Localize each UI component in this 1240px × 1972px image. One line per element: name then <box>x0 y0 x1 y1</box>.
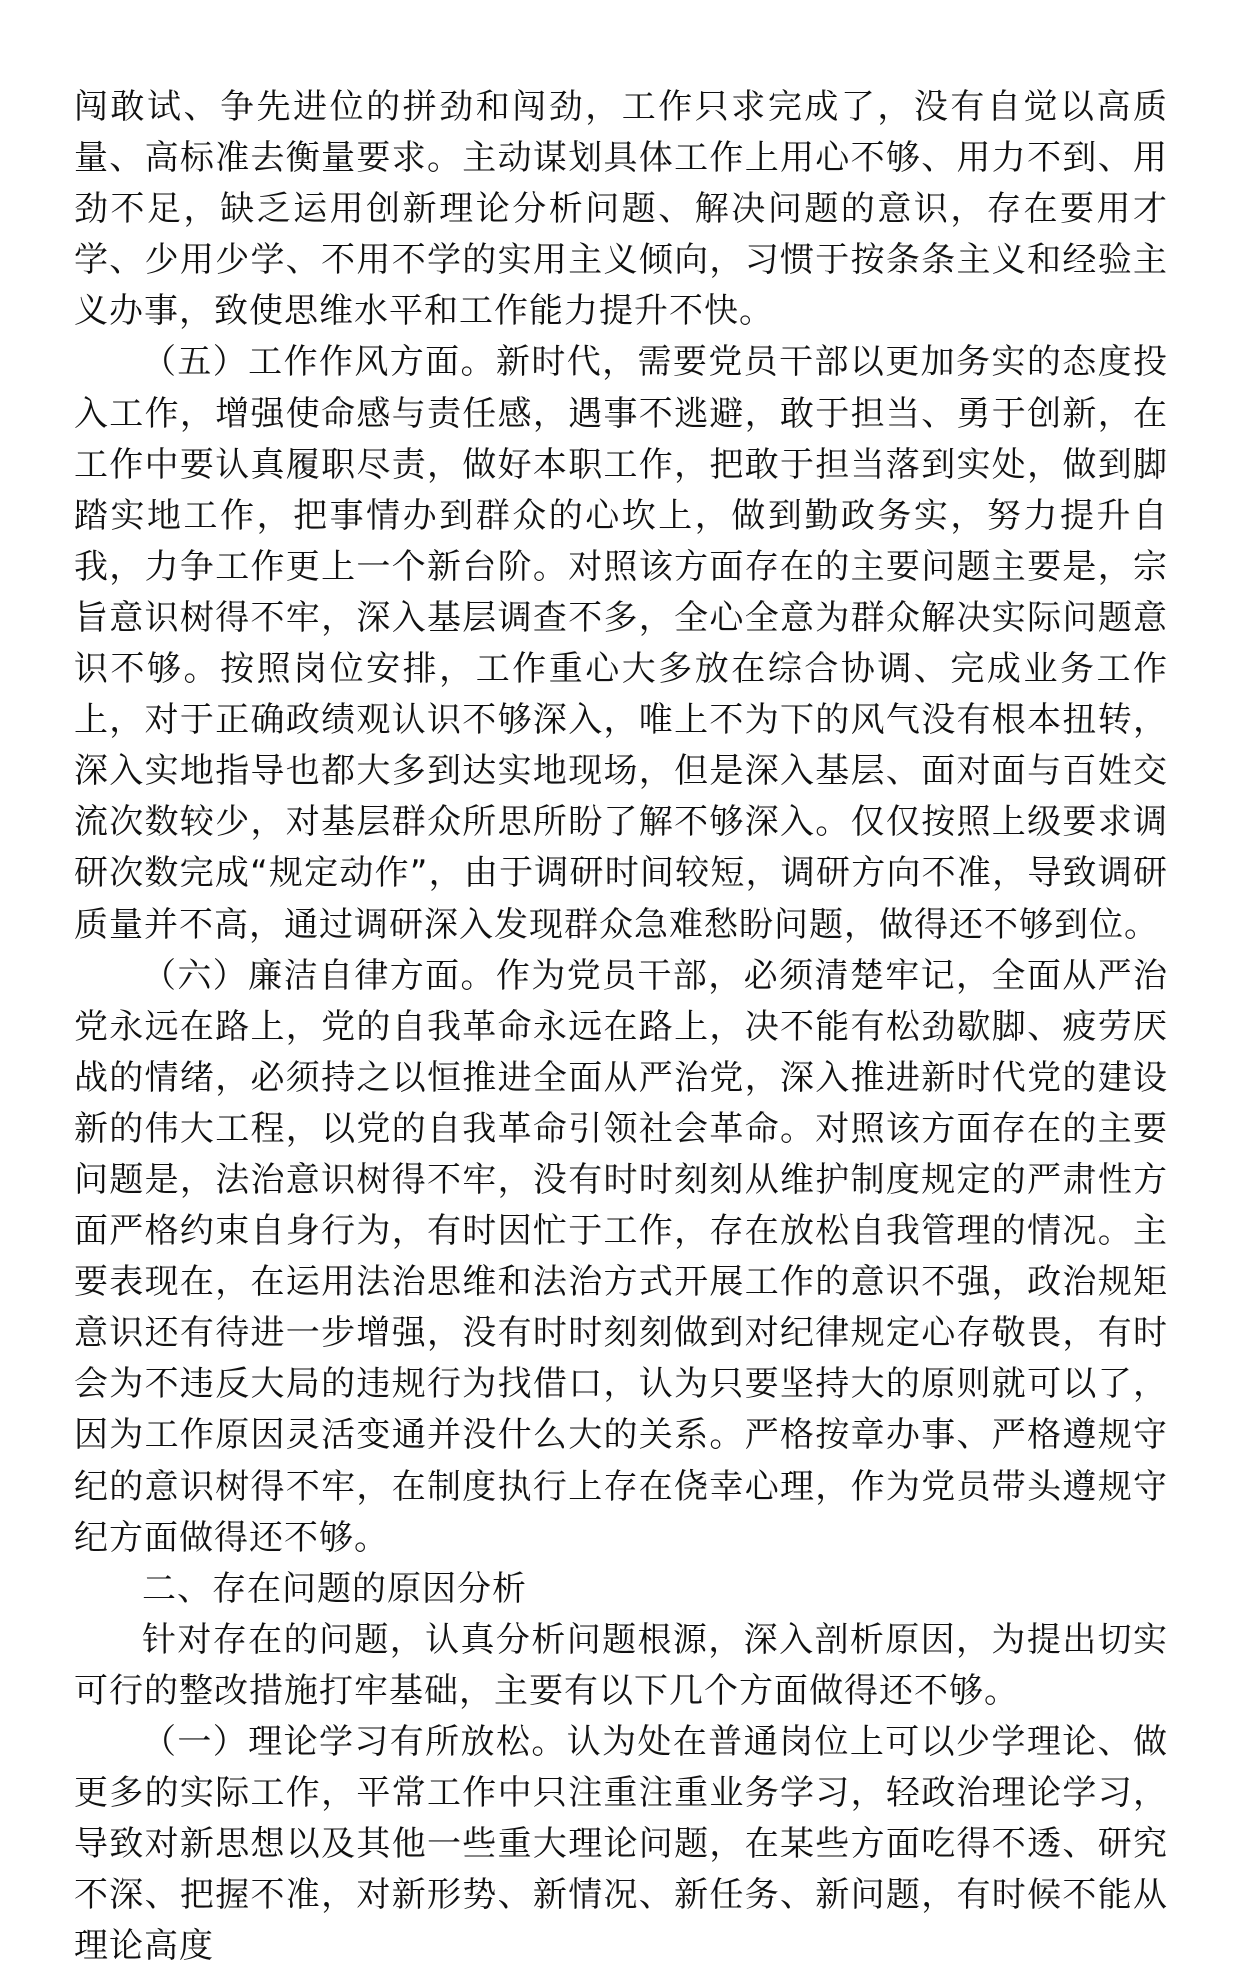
paragraph-integrity: （六）廉洁自律方面。作为党员干部，必须清楚牢记，全面从严治党永远在路上，党的自我革命永远在路上，决不能有松劲歇脚、疲劳厌战的情绪，必须持之以恒推进全面从严治党，深入推进新时代党的建设新的伟大工程，以党的自我革命引领社会革命。对照该方面存在的主要问题是，法治意识树得不牢，没有时时刻刻从维护制度规定的严肃性方面严格约束自身行为，有时因忙于工作，存在放松自我管理的情况。主要表现在，在运用法治思维和法治方式开展工作的意识不强，政治规矩意识还有待进一步增强，没有时时刻刻做到对纪律规定心存敬畏，有时会为不违反大局的违规行为找借口，认为只要坚持大的原则就可以了，因为工作原因灵活变通并没什么大的关系。严格按章办事、严格遵规守纪的意识树得不牢，在制度执行上存在侥幸心理，作为党员带头遵规守纪方面做得还不够。 <box>74 955 1168 1558</box>
document-body <box>74 82 1168 1972</box>
paragraph-work-style: （五）工作作风方面。新时代，需要党员干部以更加务实的态度投入工作，增强使命感与责任感，遇事不逃避，敢于担当、勇于创新，在工作中要认真履职尽责，做好本职工作，把敢于担当落到实处，做到脚踏实地工作，把事情办到群众的心坎上，做到勤政务实，努力提升自我，力争工作更上一个新台阶。对照该方面存在的主要问题主要是，宗旨意识树得不牢，深入基层调查不多，全心全意为群众解决实际问题意识不够。按照岗位安排，工作重心大多放在综合协调、完成业务工作上，对于正确政绩观认识不够深入，唯上不为下的风气没有根本扭转，深入实地指导也都大多到达实地现场，但是深入基层、面对面与百姓交流次数较少，对基层群众所思所盼了解不够深入。仅仅按照上级要求调研次数完成“规定动作”，由于调研时间较短，调研方向不准，导致调研质量并不高，通过调研深入发现群众急难愁盼问题，做得还不够到位。 <box>74 342 1168 945</box>
section-heading-cause-analysis: 二、存在问题的原因分析 <box>142 1568 527 1609</box>
paragraph-theory-study: （一）理论学习有所放松。认为处在普通岗位上可以少学理论、做更多的实际工作，平常工作中只注重注重业务学习，轻政治理论学习，导致对新思想以及其他一些重大理论问题，在某些方面吃得不透、研究不深、把握不准，对新形势、新情况、新任务、新问题，有时候不能从理论高度 <box>74 1722 1168 1967</box>
paragraph-cause-intro: 针对存在的问题，认真分析问题根源，深入剖析原因，为提出切实可行的整改措施打牢基础，主要有以下几个方面做得还不够。 <box>74 1619 1168 1711</box>
paragraph-continuation: 闯敢试、争先进位的拼劲和闯劲，工作只求完成了，没有自觉以高质量、高标准去衡量要求。主动谋划具体工作上用心不够、用力不到、用劲不足，缺乏运用创新理论分析问题、解决问题的意识，存在要用才学、少用少学、不用不学的实用主义倾向，习惯于按条条主义和经验主义办事，致使思维水平和工作能力提升不快。 <box>74 87 1168 332</box>
